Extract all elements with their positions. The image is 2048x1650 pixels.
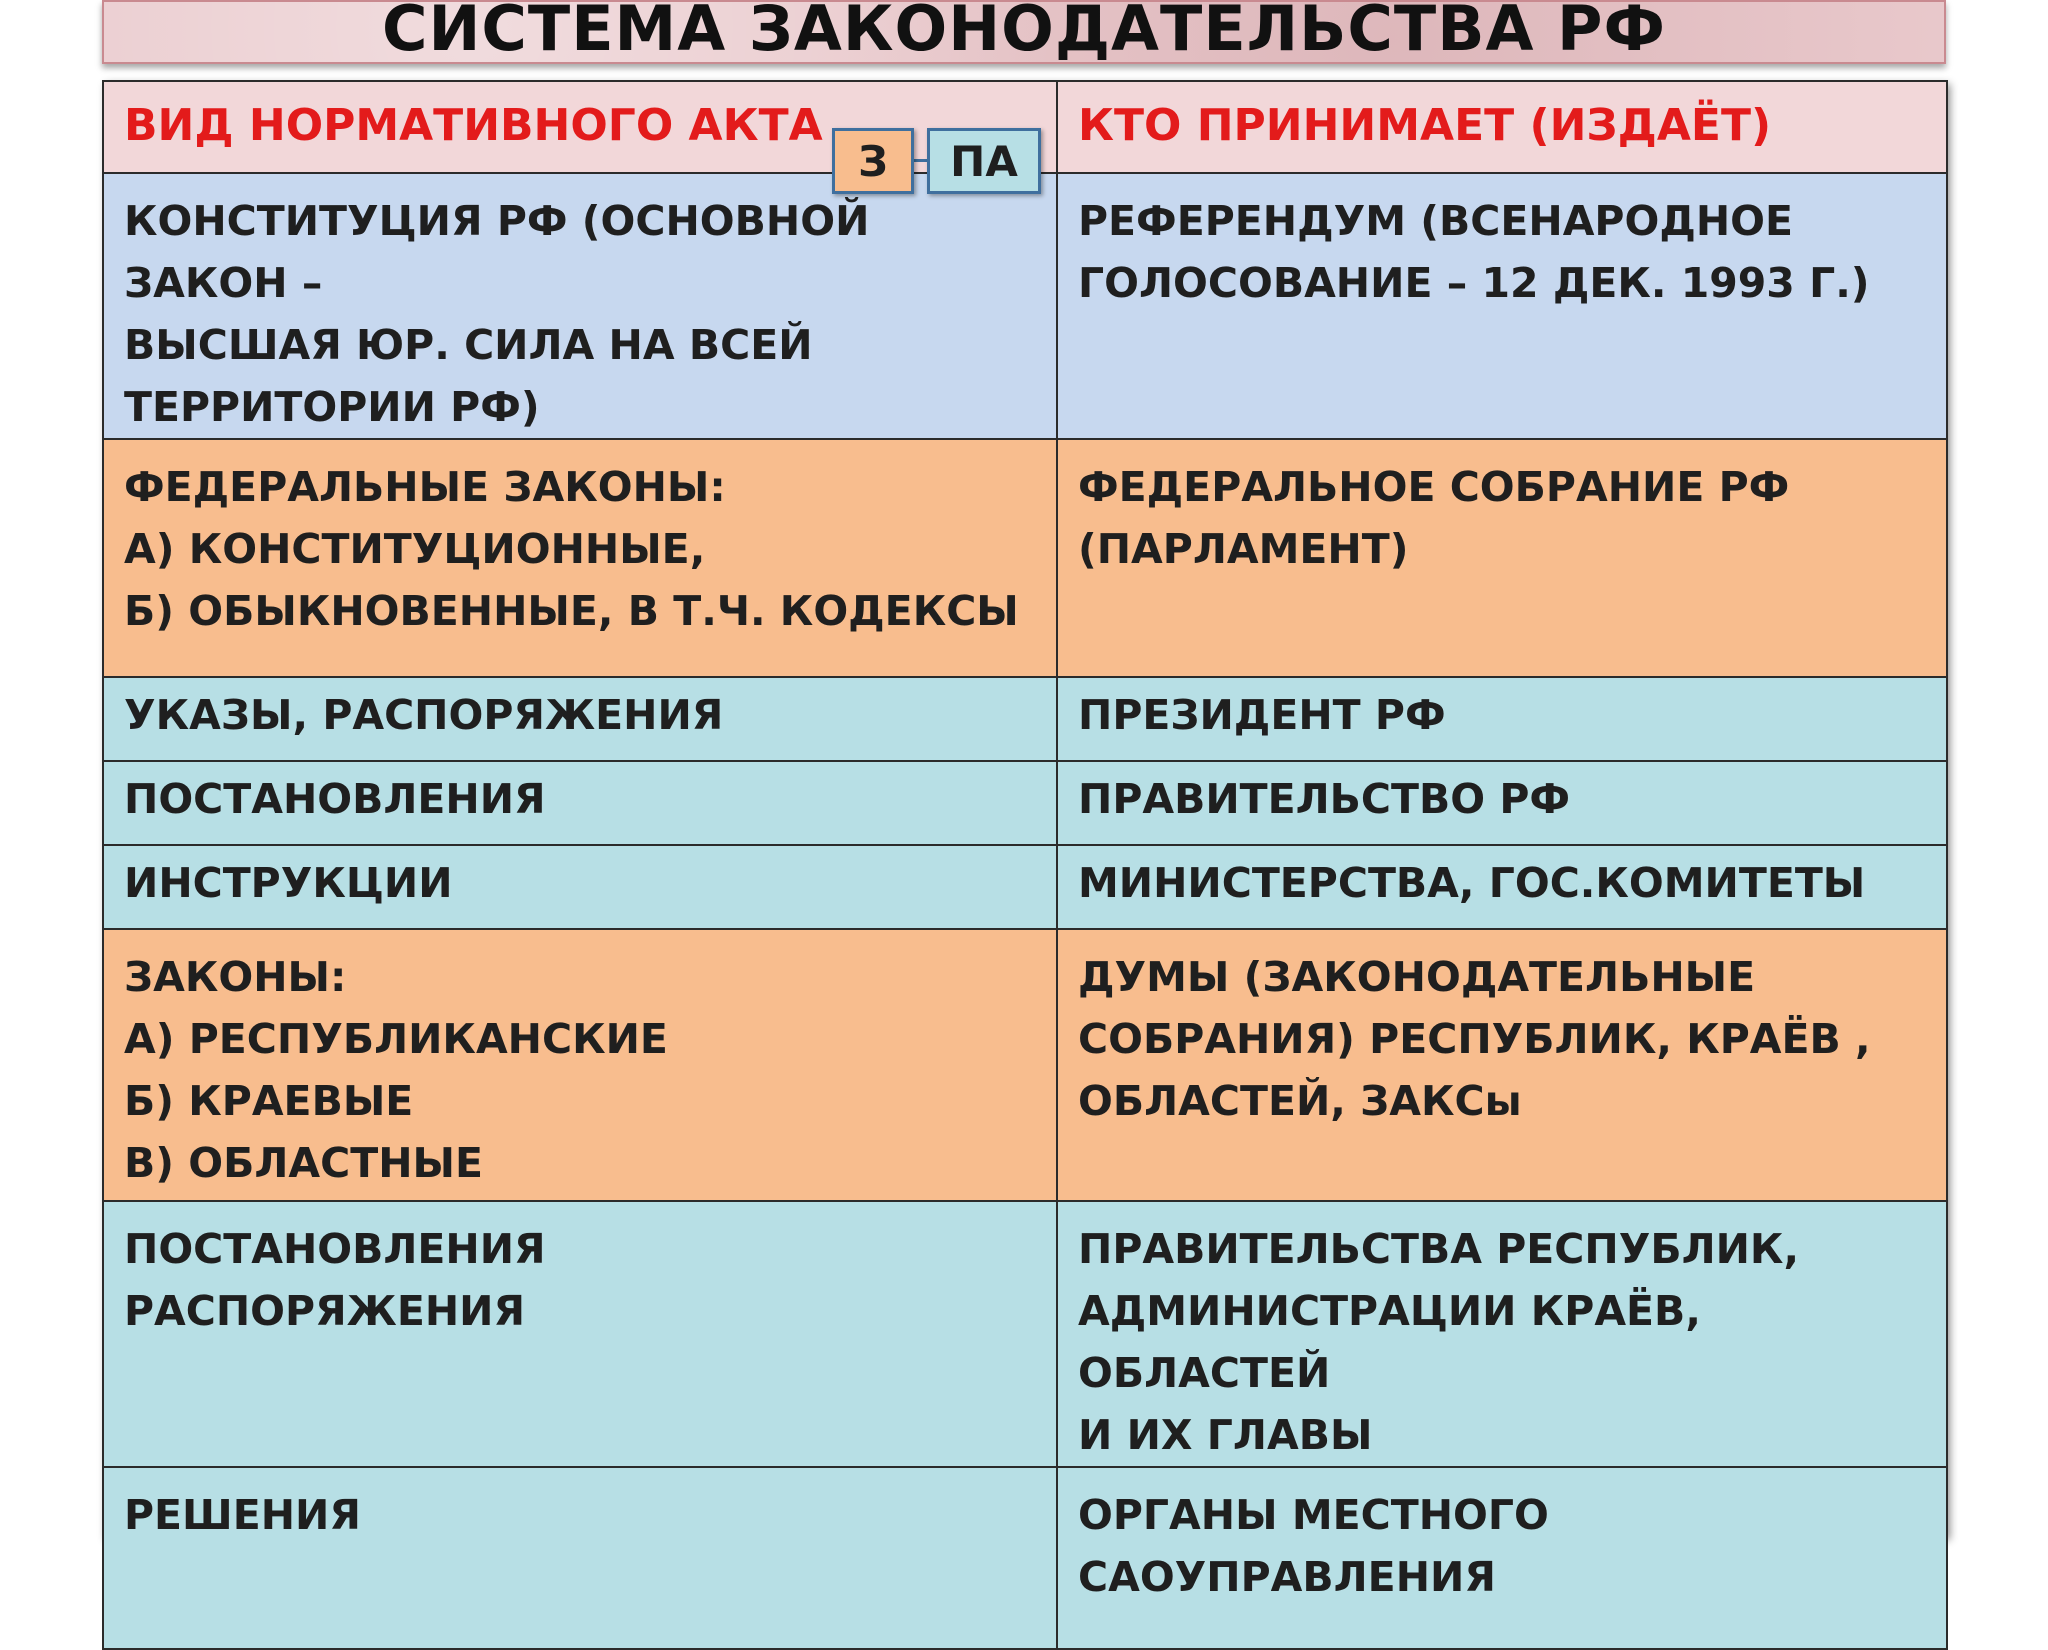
legislation-table-wrapper (102, 80, 1946, 1601)
table-row-resolutions (103, 761, 1947, 845)
table-row-constitution (103, 173, 1947, 439)
issuer-cell: ДУМЫ (ЗАКОНОДАТЕЛЬНЫЕ СОБРАНИЯ) РЕСПУБЛИК, КРАЁВ , ОБЛАСТЕЙ, ЗАКСы (1057, 929, 1947, 1201)
header-act-type: ВИД НОРМАТИВНОГО АКТА (103, 81, 1057, 173)
issuer-cell: ПРАВИТЕЛЬСТВА РЕСПУБЛИК, АДМИНИСТРАЦИИ КРАЁВ, ОБЛАСТЕЙ И ИХ ГЛАВЫ (1057, 1201, 1947, 1467)
table-row-federal-laws (103, 439, 1947, 677)
table-row-decrees (103, 677, 1947, 761)
table-row-decisions (103, 1467, 1947, 1649)
table-row-regional-laws (103, 929, 1947, 1201)
issuer-cell: ПРАВИТЕЛЬСТВО РФ (1057, 761, 1947, 845)
issuer-cell: МИНИСТЕРСТВА, ГОС.КОМИТЕТЫ (1057, 845, 1947, 929)
issuer-cell: ФЕДЕРАЛЬНОЕ СОБРАНИЕ РФ (ПАРЛАМЕНТ) (1057, 439, 1947, 677)
legend-connector (914, 159, 927, 162)
legend-act-box: ПА (927, 128, 1041, 194)
page-title: СИСТЕМА ЗАКОНОДАТЕЛЬСТВА РФ (382, 0, 1666, 65)
act-cell: ЗАКОНЫ: А) РЕСПУБЛИКАНСКИЕ Б) КРАЕВЫЕ В) ОБЛАСТНЫЕ (103, 929, 1057, 1201)
legend-law-box: З (832, 128, 914, 194)
legislation-table (102, 80, 1948, 1650)
issuer-cell: ПРЕЗИДЕНТ РФ (1057, 677, 1947, 761)
act-cell: ПОСТАНОВЛЕНИЯ РАСПОРЯЖЕНИЯ (103, 1201, 1057, 1467)
header-issuer: КТО ПРИНИМАЕТ (ИЗДАЁТ) (1057, 81, 1947, 173)
table-row-regional-resolutions (103, 1201, 1947, 1467)
issuer-cell: РЕФЕРЕНДУМ (ВСЕНАРОДНОЕ ГОЛОСОВАНИЕ – 12 ДЕК. 1993 Г.) (1057, 173, 1947, 439)
act-cell: ПОСТАНОВЛЕНИЯ (103, 761, 1057, 845)
issuer-cell: ОРГАНЫ МЕСТНОГО САОУПРАВЛЕНИЯ (1057, 1467, 1947, 1649)
title-banner (102, 0, 1946, 64)
act-cell: РЕШЕНИЯ (103, 1467, 1057, 1649)
act-cell: КОНСТИТУЦИЯ РФ (ОСНОВНОЙ ЗАКОН – ВЫСШАЯ ЮР. СИЛА НА ВСЕЙ ТЕРРИТОРИИ РФ) (103, 173, 1057, 439)
act-cell: УКАЗЫ, РАСПОРЯЖЕНИЯ (103, 677, 1057, 761)
act-cell: ИНСТРУКЦИИ (103, 845, 1057, 929)
table-row-instructions (103, 845, 1947, 929)
act-cell: ФЕДЕРАЛЬНЫЕ ЗАКОНЫ: А) КОНСТИТУЦИОННЫЕ, Б) ОБЫКНОВЕННЫЕ, В Т.Ч. КОДЕКСЫ (103, 439, 1057, 677)
